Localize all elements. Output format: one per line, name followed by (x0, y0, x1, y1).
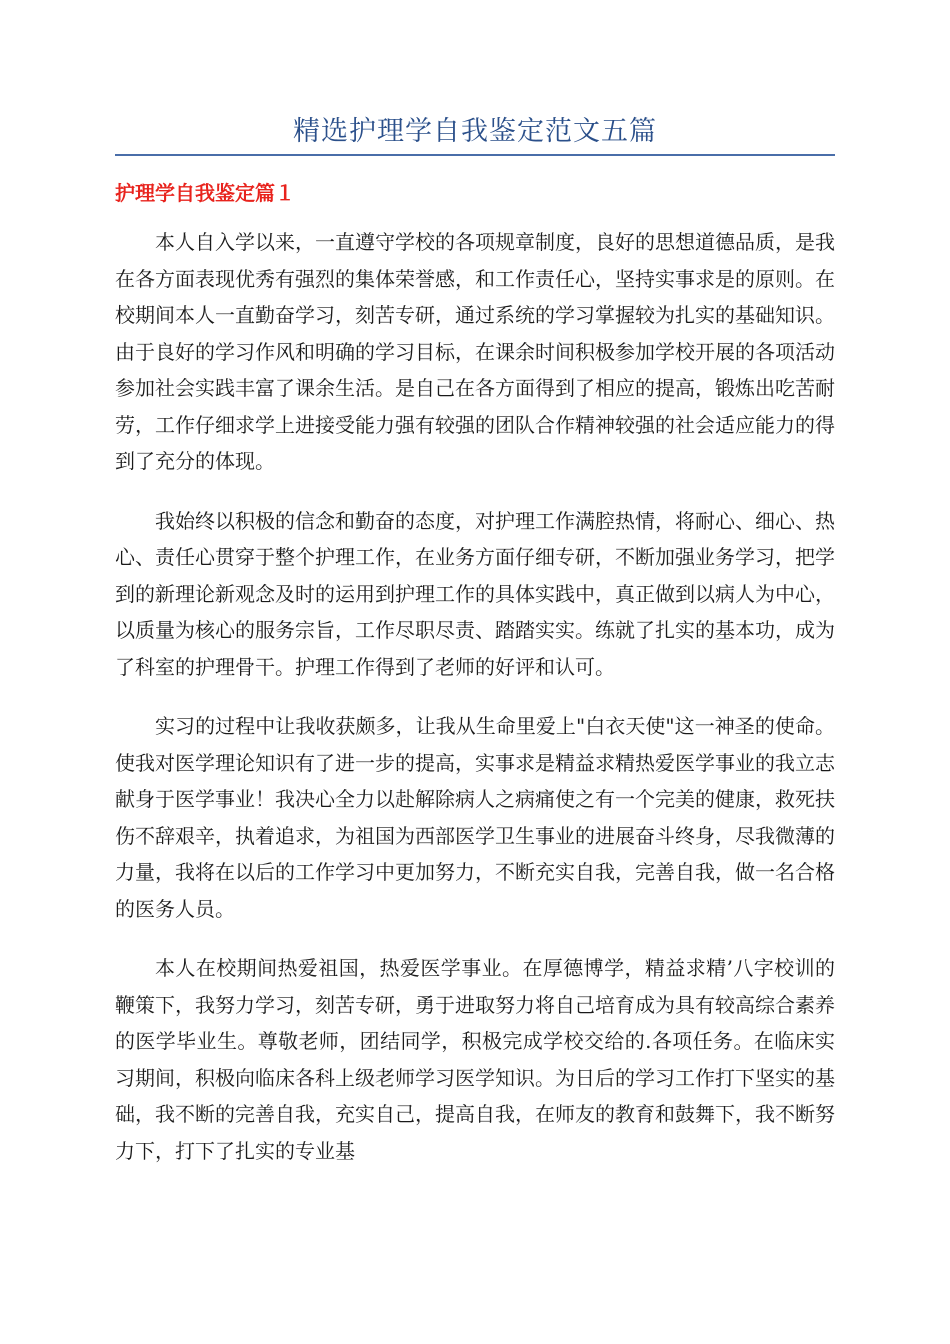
body-paragraph-4: 本人在校期间热爱祖国，热爱医学事业。在厚德博学，精益求精’八字校训的鞭策下，我努力学习，刻苦专研，勇于进取努力将自己培育成为具有较高综合素养的医学毕业生。尊敬老师，团结同学，积极完成学校交给的.各项任务。在临床实习期间，积极向临床各科上级老师学习医学知识。为日后的学习工作打下坚实的基础，我不断的完善自我，充实自己，提高自我，在师友的教育和鼓舞下，我不断努力下，打下了扎实的专业基 (115, 956, 835, 1163)
document-body (115, 224, 835, 1192)
body-paragraph-1: 本人自入学以来，一直遵守学校的各项规章制度，良好的思想道德品质，是我在各方面表现优秀有强烈的集体荣誉感，和工作责任心，坚持实事求是的原则。在校期间本人一直勤奋学习，刻苦专研，通过系统的学习掌握较为扎实的基础知识。由于良好的学习作风和明确的学习目标，在课余时间积极参加学校开展的各项活动参加社会实践丰富了课余生活。是自己在各方面得到了相应的提高，锻炼出吃苦耐劳，工作仔细求学上进接受能力强有较强的团队合作精神较强的社会适应能力的得到了充分的体现。 (115, 230, 835, 473)
body-paragraph-2: 我始终以积极的信念和勤奋的态度，对护理工作满腔热情，将耐心、细心、热心、责任心贯穿于整个护理工作，在业务方面仔细专研，不断加强业务学习，把学到的新理论新观念及时的运用到护理工作的具体实践中，真正做到以病人为中心，以质量为核心的服务宗旨，工作尽职尽责、踏踏实实。练就了扎实的基本功，成为了科室的护理骨干。护理工作得到了老师的好评和认可。 (115, 508, 835, 679)
document-title: 精选护理学自我鉴定范文五篇 (293, 116, 657, 147)
section-heading: 护理学自我鉴定篇１ (115, 181, 295, 205)
body-paragraph-3: 实习的过程中让我收获颇多，让我从生命里爱上"白衣天使"这一神圣的使命。使我对医学理论知识有了进一步的提高，实事求是精益求精热爱医学事业的我立志献身于医学事业！我决心全力以赴解除病人之病痛使之有一个完美的健康，救死扶伤不辞艰辛，执着追求，为祖国为西部医学卫生事业的进展奋斗终身，尽我微薄的力量，我将在以后的工作学习中更加努力，不断充实自我，完善自我，做一名合格的医务人员。 (115, 714, 835, 921)
title-underline-rule (115, 154, 835, 156)
